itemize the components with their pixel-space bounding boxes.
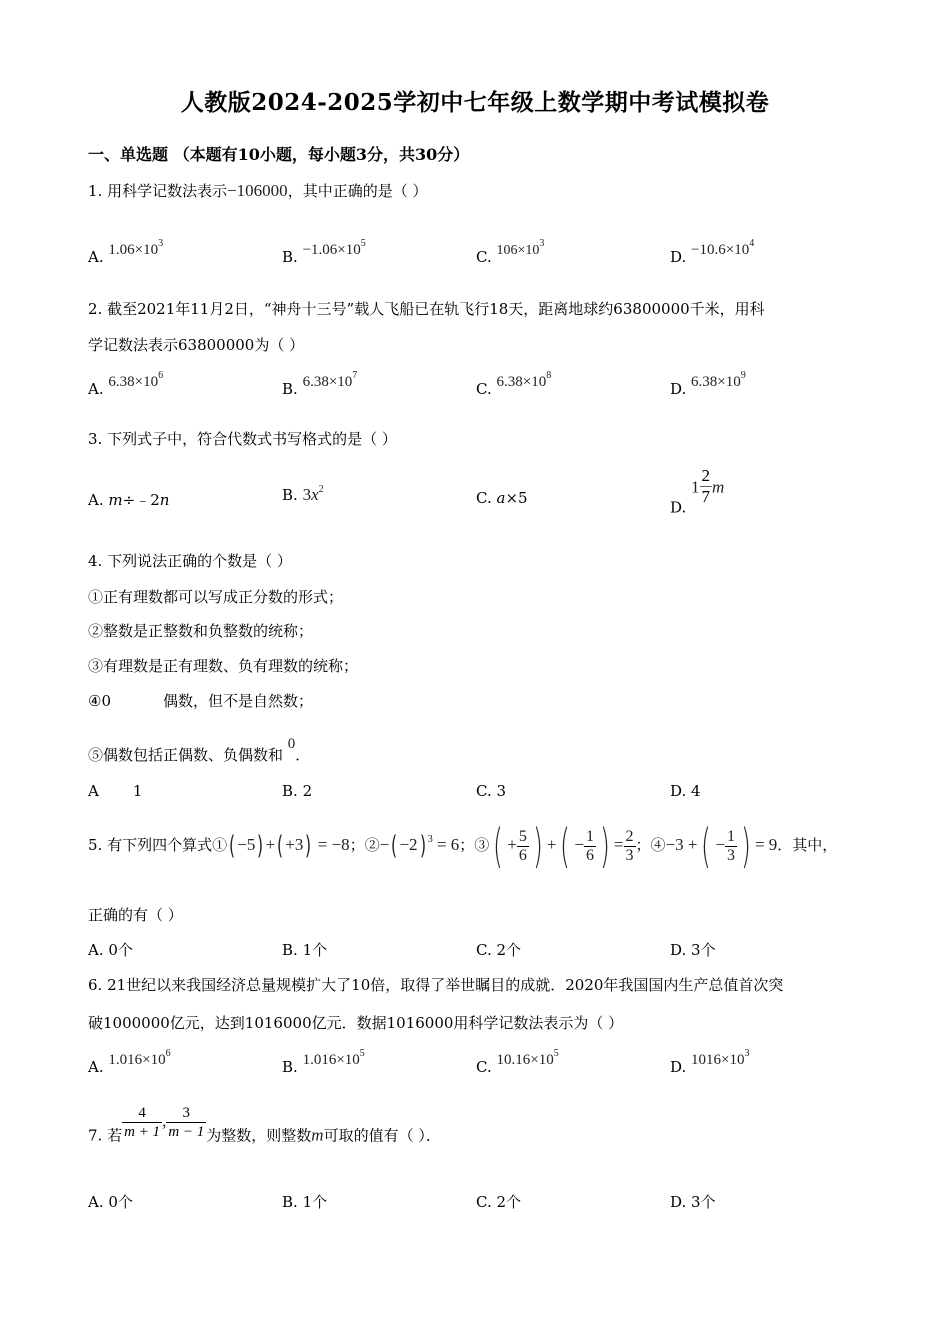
q6-option-a[interactable]: A. $1.016\times 10^6$	[88, 1048, 171, 1076]
section-heading: 一、单选题 （本题有10小题，每小题3分，共30分）	[88, 145, 470, 164]
q4-option-a[interactable]: A 1	[88, 782, 143, 800]
q4-statement-4: ④0 偶数，但不是自然数；	[88, 692, 314, 710]
q4-option-c[interactable]: C. 3	[476, 782, 507, 800]
question-3-stem: 3. 下列式子中，符合代数式书写格式的是（ ）	[88, 430, 397, 448]
q2-option-a[interactable]: A. $6.38\times 10^6$	[88, 370, 164, 398]
q7-option-c[interactable]: C. 2个	[476, 1193, 522, 1211]
question-6-line-2: 破1000000亿元，达到1016000亿元．数据1016000用科学记数法表示为（ ）	[88, 1014, 624, 1032]
q5-option-b[interactable]: B. 1个	[282, 941, 328, 959]
q5-expression-3: ( + $\frac{5}{6}$ ) +( − $\frac{1}{6}$ ) = $\frac{2}{3}$	[493, 819, 634, 874]
q4-option-b[interactable]: B. 2	[282, 782, 313, 800]
q4-statement-5: ⑤偶数包括正偶数、负偶数和 0．	[88, 736, 311, 764]
q5-expression-2: −( −2) $^3$ = 6	[379, 831, 460, 862]
q5-option-a[interactable]: A. 0个	[88, 941, 133, 959]
q2-option-c[interactable]: C. $6.38\times 10^8$	[476, 370, 552, 398]
page-title: 人教版2024-2025学初中七年级上数学期中考试模拟卷	[180, 89, 770, 116]
q1-option-b[interactable]: B. $-1.06\times 10^5$	[282, 238, 366, 266]
q7-option-b[interactable]: B. 1个	[282, 1193, 328, 1211]
q3-option-d[interactable]: D. 1 $\frac{2}{7}$ m	[670, 466, 725, 517]
question-5-stem: 5. 有下列四个算式①( −5) +( +3) = −8；②−( −2) $^3$ = 6；③( + $\frac{5}{6}$ ) +( − $\frac{1}{6}$ ) = $\frac{2}{3}$ ；④−3 +( − $\frac{1}{3}$ ) = 9．其中，	[88, 819, 838, 874]
q5-option-c[interactable]: C. 2个	[476, 941, 522, 959]
q7-option-d[interactable]: D. 3个	[670, 1193, 716, 1211]
q1-option-c[interactable]: C. $106\times 10^3$	[476, 238, 545, 266]
question-6-line-1: 6. 21世纪以来我国经济总量规模扩大了10倍，取得了举世瞩目的成就．2020年我国国内生产总值首次突	[88, 976, 784, 994]
q5-option-d[interactable]: D. 3个	[670, 941, 716, 959]
q5-expression-4: −3 +( − $\frac{1}{3}$ ) = 9	[665, 819, 778, 874]
q4-statement-3: ③有理数是正有理数、负有理数的统称；	[88, 657, 359, 675]
q3-option-a[interactable]: A. m÷﹣2n	[88, 491, 170, 509]
question-4-stem: 4. 下列说法正确的个数是（ ）	[88, 552, 292, 570]
question-1-stem: 1. 用科学记数法表示−106000，其中正确的是（ ）	[88, 181, 428, 200]
q3-option-c[interactable]: C. a×5	[476, 489, 528, 507]
q4-statement-2: ②整数是正整数和负整数的统称；	[88, 622, 314, 640]
q7-option-a[interactable]: A. 0个	[88, 1193, 133, 1211]
q6-option-d[interactable]: D. $1016\times 10^3$	[670, 1048, 750, 1076]
q5-expression-1: ( −5) +( +3) = −8	[229, 831, 350, 862]
question-5-line-2: 正确的有（ ）	[88, 906, 183, 924]
q1-option-d[interactable]: D. $-10.6\times 10^4$	[670, 238, 755, 266]
q4-statement-1: ①正有理数都可以写成正分数的形式；	[88, 588, 344, 606]
q6-option-b[interactable]: B. $1.016\times 10^5$	[282, 1048, 365, 1076]
question-2-line-2: 学记数法表示63800000为（ ）	[88, 336, 305, 354]
q1-option-a[interactable]: A. $1.06\times 10^3$	[88, 238, 164, 266]
question-2-line-1: 2. 截至2021年11月2日，“神舟十三号”载人飞船已在轨飞行18天，距离地球约63800000千米，用科	[88, 300, 765, 318]
q3-option-b[interactable]: B. $3x^2$	[282, 484, 324, 504]
q4-option-d[interactable]: D. 4	[670, 782, 701, 800]
q2-option-d[interactable]: D. $6.38\times 10^9$	[670, 370, 746, 398]
q6-option-c[interactable]: C. $10.16\times 10^5$	[476, 1048, 559, 1076]
q2-option-b[interactable]: B. $6.38\times 10^7$	[282, 370, 358, 398]
question-7-stem: 7. 若 $\frac{4}{m + 1}$ , $\frac{3}{m - 1}$ 为整数，则整数m可取的值有（ ）．	[88, 1105, 441, 1145]
